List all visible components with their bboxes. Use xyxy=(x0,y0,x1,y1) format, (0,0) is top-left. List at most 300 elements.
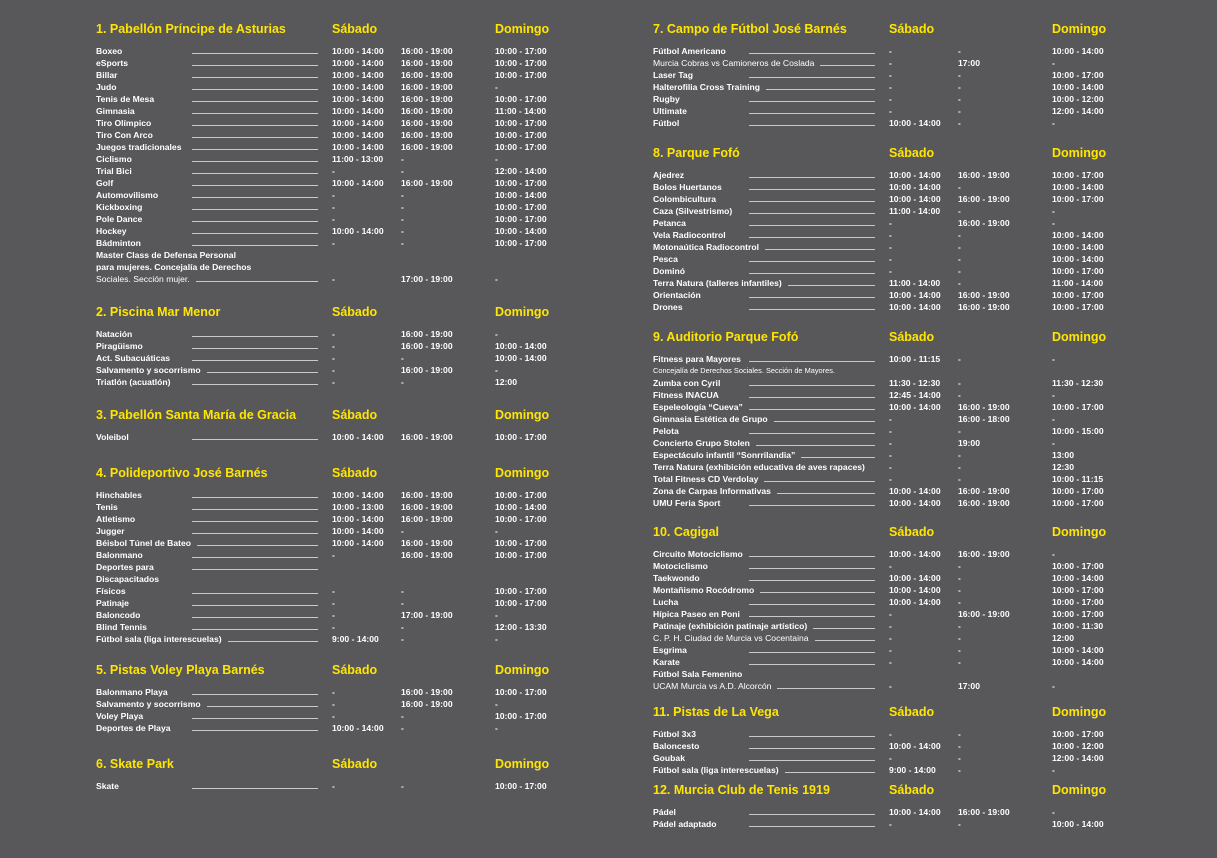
leader-line xyxy=(192,360,318,361)
sunday-time: 10:00 - 17:00 xyxy=(495,70,547,80)
saturday-afternoon-time: 16:00 - 19:00 xyxy=(401,341,453,351)
activity-name: Voleibol xyxy=(96,432,129,442)
saturday-afternoon-time: 16:00 - 19:00 xyxy=(401,142,453,152)
saturday-morning-time: - xyxy=(889,474,892,484)
saturday-morning-time: - xyxy=(332,190,335,200)
saturday-afternoon-time: - xyxy=(401,214,404,224)
schedule-row xyxy=(96,489,566,501)
saturday-morning-time: - xyxy=(889,70,892,80)
saturday-morning-time: 10:00 - 14:00 xyxy=(889,549,941,559)
leader-line xyxy=(815,640,875,641)
saturday-afternoon-time: - xyxy=(958,94,961,104)
activity-name: Piragüismo xyxy=(96,341,143,351)
activity-name: Kickboxing xyxy=(96,202,143,212)
saturday-afternoon-time: 16:00 - 19:00 xyxy=(401,550,453,560)
schedule-row xyxy=(96,513,566,525)
schedule-row xyxy=(653,265,1123,277)
saturday-morning-time: 10:00 - 14:00 xyxy=(332,526,384,536)
sunday-header: Domingo xyxy=(1052,146,1107,160)
activity-name: Montañismo Rocódromo xyxy=(653,585,755,595)
saturday-afternoon-time: - xyxy=(958,206,961,216)
activity-name: Judo xyxy=(96,82,117,92)
leader-line xyxy=(749,433,875,434)
activity-name: Esgrima xyxy=(653,645,687,655)
sunday-header: Domingo xyxy=(495,408,550,422)
activity-name: Fútbol xyxy=(653,118,680,128)
saturday-afternoon-time: - xyxy=(958,597,961,607)
saturday-morning-time: 10:00 - 14:00 xyxy=(332,130,384,140)
sunday-time: 10:00 - 17:00 xyxy=(495,130,547,140)
saturday-afternoon-time: 16:00 - 19:00 xyxy=(401,82,453,92)
saturday-morning-time: - xyxy=(889,426,892,436)
saturday-afternoon-time: 16:00 - 19:00 xyxy=(958,218,1010,228)
sunday-header: Domingo xyxy=(495,663,550,677)
saturday-afternoon-time: - xyxy=(958,242,961,252)
sunday-time: 10:00 - 14:00 xyxy=(1052,230,1104,240)
saturday-afternoon-time: 16:00 - 19:00 xyxy=(401,46,453,56)
schedule-row xyxy=(96,141,566,153)
schedule-row xyxy=(653,818,1123,830)
saturday-afternoon-time: 16:00 - 19:00 xyxy=(401,365,453,375)
schedule-row xyxy=(653,401,1123,413)
saturday-afternoon-time: - xyxy=(958,585,961,595)
saturday-morning-time: 10:00 - 14:00 xyxy=(889,402,941,412)
sunday-time: 10:00 - 17:00 xyxy=(495,711,547,721)
schedule-row xyxy=(96,364,566,376)
saturday-afternoon-time: - xyxy=(401,202,404,212)
activity-name: Fútbol sala (liga interescuelas) xyxy=(96,634,222,644)
saturday-morning-time: - xyxy=(889,94,892,104)
leader-line xyxy=(749,225,875,226)
sunday-time: 10:00 - 14:00 xyxy=(1052,657,1104,667)
activity-name: Circuito Motociclismo xyxy=(653,549,743,559)
activity-name: Concejalía de Derechos Sociales. Sección de Mayores. xyxy=(653,366,835,375)
saturday-header: Sábado xyxy=(889,146,935,160)
schedule-row xyxy=(96,105,566,117)
sunday-time: 10:00 - 17:00 xyxy=(495,202,547,212)
activity-name: Fútbol 3x3 xyxy=(653,729,696,739)
sunday-header: Domingo xyxy=(1052,783,1107,797)
saturday-morning-time: 10:00 - 14:00 xyxy=(889,585,941,595)
sunday-time: 11:00 - 14:00 xyxy=(1052,278,1104,288)
saturday-morning-time: 10:00 - 14:00 xyxy=(332,58,384,68)
saturday-afternoon-time: - xyxy=(958,645,961,655)
leader-line xyxy=(192,221,318,222)
sunday-time: - xyxy=(1052,807,1055,817)
activity-name: Billar xyxy=(96,70,118,80)
saturday-morning-time: - xyxy=(332,238,335,248)
saturday-afternoon-time: 16:00 - 19:00 xyxy=(958,194,1010,204)
schedule-row xyxy=(653,644,1123,656)
saturday-morning-time: 10:00 - 14:00 xyxy=(332,490,384,500)
saturday-afternoon-time: - xyxy=(958,266,961,276)
sunday-time: 10:00 - 17:00 xyxy=(495,781,547,791)
leader-line xyxy=(749,297,875,298)
saturday-morning-time: 10:00 - 14:00 xyxy=(332,82,384,92)
section-title: 4. Polideportivo José Barnés xyxy=(96,466,268,480)
schedule-row xyxy=(96,213,566,225)
activity-name: Rugby xyxy=(653,94,680,104)
activity-name: Bolos Huertanos xyxy=(653,182,722,192)
saturday-morning-time: - xyxy=(889,414,892,424)
sunday-time: 10:00 - 17:00 xyxy=(495,550,547,560)
saturday-afternoon-time: - xyxy=(401,622,404,632)
leader-line xyxy=(749,664,875,665)
sunday-time: 13:00 xyxy=(1052,450,1074,460)
saturday-morning-time: - xyxy=(332,586,335,596)
leader-line xyxy=(749,748,875,749)
saturday-afternoon-time: - xyxy=(401,598,404,608)
saturday-afternoon-time: 16:00 - 19:00 xyxy=(401,130,453,140)
saturday-afternoon-time: - xyxy=(958,633,961,643)
section-title: 6. Skate Park xyxy=(96,757,174,771)
leader-line xyxy=(749,616,875,617)
saturday-morning-time: - xyxy=(889,266,892,276)
sunday-time: 12:00 xyxy=(495,377,517,387)
schedule-row xyxy=(653,740,1123,752)
leader-line xyxy=(192,629,318,630)
leader-line xyxy=(749,101,875,102)
activity-name: Concierto Grupo Stolen xyxy=(653,438,750,448)
activity-name: Salvamento y socorrismo xyxy=(96,699,201,709)
saturday-afternoon-time: - xyxy=(958,474,961,484)
schedule-row xyxy=(653,806,1123,818)
schedule-row xyxy=(96,686,566,698)
schedule-rows xyxy=(96,431,566,443)
activity-name: Pelota xyxy=(653,426,679,436)
saturday-morning-time: 10:00 - 14:00 xyxy=(889,290,941,300)
schedule-row xyxy=(653,69,1123,81)
activity-name: Dominó xyxy=(653,266,685,276)
saturday-morning-time: 11:00 - 14:00 xyxy=(889,206,941,216)
activity-name: Automovilismo xyxy=(96,190,159,200)
schedule-row xyxy=(653,752,1123,764)
leader-line xyxy=(749,397,875,398)
saturday-morning-time: - xyxy=(332,377,335,387)
activity-name: Golf xyxy=(96,178,114,188)
sunday-time: 10:00 - 17:00 xyxy=(1052,402,1104,412)
schedule-row xyxy=(96,352,566,364)
leader-line xyxy=(749,189,875,190)
leader-line xyxy=(197,545,318,546)
leader-line xyxy=(192,65,318,66)
activity-name: Sociales. Sección mujer. xyxy=(96,274,190,284)
saturday-afternoon-time: 16:00 - 19:00 xyxy=(958,609,1010,619)
schedule-row xyxy=(653,668,1123,680)
saturday-morning-time: 10:00 - 14:00 xyxy=(889,498,941,508)
activity-name: Físicos xyxy=(96,586,126,596)
leader-line xyxy=(749,736,875,737)
sunday-time: 10:00 - 14:00 xyxy=(1052,573,1104,583)
sunday-time: - xyxy=(1052,206,1055,216)
sunday-time: 12:00 xyxy=(1052,633,1074,643)
activity-name: Discapacitados xyxy=(96,574,160,584)
schedule-row xyxy=(96,273,566,285)
leader-line xyxy=(760,592,875,593)
schedule-rows xyxy=(653,806,1123,830)
schedule-row xyxy=(653,620,1123,632)
activity-name: Caza (Silvestrismo) xyxy=(653,206,733,216)
saturday-morning-time: - xyxy=(889,633,892,643)
leader-line xyxy=(749,652,875,653)
activity-name: Ciclismo xyxy=(96,154,132,164)
saturday-afternoon-time: 16:00 - 19:00 xyxy=(401,106,453,116)
sunday-time: - xyxy=(1052,549,1055,559)
schedule-row xyxy=(96,249,566,261)
sunday-time: 12:00 - 14:00 xyxy=(495,166,547,176)
leader-line xyxy=(192,694,318,695)
leader-line xyxy=(749,273,875,274)
schedule-row xyxy=(96,93,566,105)
leader-line xyxy=(192,101,318,102)
saturday-morning-time: - xyxy=(332,598,335,608)
saturday-afternoon-time: - xyxy=(958,729,961,739)
activity-name: Goubak xyxy=(653,753,685,763)
activity-name: Natación xyxy=(96,329,133,339)
saturday-morning-time: 10:00 - 14:00 xyxy=(889,573,941,583)
activity-name: Hípica Paseo en Poni xyxy=(653,609,740,619)
section-title: 5. Pistas Voley Playa Barnés xyxy=(96,663,265,677)
saturday-morning-time: 11:00 - 14:00 xyxy=(889,278,941,288)
sunday-time: - xyxy=(1052,438,1055,448)
schedule-row xyxy=(653,425,1123,437)
leader-line xyxy=(192,77,318,78)
saturday-morning-time: 10:00 - 13:00 xyxy=(332,502,384,512)
saturday-morning-time: - xyxy=(889,218,892,228)
leader-line xyxy=(192,617,318,618)
schedule-row xyxy=(96,585,566,597)
activity-name: Terra Natura (exhibición educativa de aves rapaces) xyxy=(653,462,865,472)
saturday-afternoon-time: - xyxy=(958,46,961,56)
leader-line xyxy=(785,772,875,773)
saturday-morning-time: - xyxy=(889,657,892,667)
saturday-morning-time: - xyxy=(889,230,892,240)
saturday-morning-time: - xyxy=(889,242,892,252)
leader-line xyxy=(192,497,318,498)
leader-line xyxy=(192,557,318,558)
schedule-row xyxy=(653,584,1123,596)
saturday-afternoon-time: 16:00 - 19:00 xyxy=(401,699,453,709)
saturday-afternoon-time: - xyxy=(958,426,961,436)
sunday-time: - xyxy=(495,154,498,164)
saturday-afternoon-time: - xyxy=(958,561,961,571)
sunday-time: 10:00 - 17:00 xyxy=(495,46,547,56)
saturday-header: Sábado xyxy=(889,22,935,36)
saturday-morning-time: - xyxy=(332,274,335,284)
saturday-morning-time: - xyxy=(332,699,335,709)
schedule-row xyxy=(653,473,1123,485)
leader-line xyxy=(749,814,875,815)
activity-name: Drones xyxy=(653,302,683,312)
activity-name: Tenis xyxy=(96,502,118,512)
saturday-morning-time: 10:00 - 14:00 xyxy=(332,514,384,524)
schedule-row xyxy=(653,656,1123,668)
activity-name: Espeleología “Cueva” xyxy=(653,402,743,412)
activity-name: Bádminton xyxy=(96,238,141,248)
saturday-header: Sábado xyxy=(332,305,378,319)
sunday-time: - xyxy=(495,610,498,620)
schedule-row xyxy=(96,225,566,237)
leader-line xyxy=(749,261,875,262)
saturday-afternoon-time: 17:00 xyxy=(958,58,980,68)
leader-line xyxy=(192,173,318,174)
activity-name: UMU Feria Sport xyxy=(653,498,721,508)
schedule-row xyxy=(653,241,1123,253)
schedule-rows xyxy=(653,45,1123,129)
leader-line xyxy=(764,481,875,482)
saturday-afternoon-time: - xyxy=(958,278,961,288)
schedule-row xyxy=(653,596,1123,608)
leader-line xyxy=(749,77,875,78)
saturday-afternoon-time: 16:00 - 19:00 xyxy=(401,58,453,68)
saturday-morning-time: - xyxy=(332,781,335,791)
saturday-morning-time: - xyxy=(332,166,335,176)
schedule-row xyxy=(653,45,1123,57)
schedule-row xyxy=(96,501,566,513)
sunday-time: 10:00 - 14:00 xyxy=(1052,82,1104,92)
saturday-morning-time: 10:00 - 14:00 xyxy=(332,226,384,236)
saturday-afternoon-time: - xyxy=(958,765,961,775)
activity-name: Béisbol Túnel de Bateo xyxy=(96,538,192,548)
schedule-row xyxy=(653,253,1123,265)
sunday-time: - xyxy=(495,526,498,536)
activity-name: Motonaútica Radiocontrol xyxy=(653,242,759,252)
sunday-time: 10:00 - 15:00 xyxy=(1052,426,1104,436)
saturday-morning-time: - xyxy=(332,711,335,721)
activity-name: Murcia Cobras vs Camioneros de Coslada xyxy=(653,58,815,68)
activity-name: Ajedrez xyxy=(653,170,685,180)
saturday-morning-time: 10:00 - 14:00 xyxy=(332,142,384,152)
leader-line xyxy=(192,593,318,594)
leader-line xyxy=(192,788,318,789)
sunday-time: 10:00 - 17:00 xyxy=(495,178,547,188)
activity-name: Boxeo xyxy=(96,46,123,56)
leader-line xyxy=(192,730,318,731)
saturday-afternoon-time: 16:00 - 18:00 xyxy=(958,414,1010,424)
schedule-row xyxy=(653,548,1123,560)
schedule-row xyxy=(96,261,566,273)
saturday-morning-time: - xyxy=(889,681,892,691)
activity-name: Atletismo xyxy=(96,514,136,524)
schedule-row xyxy=(96,780,566,792)
sunday-time: 10:00 - 17:00 xyxy=(495,118,547,128)
leader-line xyxy=(813,628,875,629)
schedule-row xyxy=(96,237,566,249)
sunday-time: 10:00 - 17:00 xyxy=(1052,170,1104,180)
schedule-row xyxy=(653,277,1123,289)
schedule-row xyxy=(653,560,1123,572)
saturday-morning-time: - xyxy=(332,353,335,363)
saturday-afternoon-time: - xyxy=(958,378,961,388)
leader-line xyxy=(192,605,318,606)
saturday-afternoon-time: - xyxy=(401,353,404,363)
activity-name: UCAM Murcia vs A.D. Alcorcón xyxy=(653,681,772,691)
leader-line xyxy=(192,185,318,186)
schedule-row xyxy=(96,81,566,93)
sunday-time: 10:00 - 17:00 xyxy=(1052,70,1104,80)
sunday-time: - xyxy=(495,329,498,339)
sunday-time: 10:00 - 17:00 xyxy=(1052,266,1104,276)
saturday-afternoon-time: - xyxy=(958,462,961,472)
saturday-morning-time: 10:00 - 14:00 xyxy=(889,597,941,607)
sunday-time: 11:00 - 14:00 xyxy=(495,106,547,116)
schedule-row xyxy=(96,376,566,388)
saturday-afternoon-time: - xyxy=(401,377,404,387)
schedule-row xyxy=(96,621,566,633)
saturday-afternoon-time: - xyxy=(958,573,961,583)
schedule-row xyxy=(96,549,566,561)
schedule-row xyxy=(653,81,1123,93)
saturday-morning-time: - xyxy=(332,622,335,632)
saturday-morning-time: - xyxy=(889,46,892,56)
sunday-time: 10:00 - 17:00 xyxy=(1052,290,1104,300)
leader-line xyxy=(820,65,875,66)
activity-name: Patinaje xyxy=(96,598,129,608)
saturday-morning-time: - xyxy=(889,609,892,619)
activity-name: Skate xyxy=(96,781,119,791)
leader-line xyxy=(192,439,318,440)
activity-name: Halterofilia Cross Training xyxy=(653,82,760,92)
leader-line xyxy=(749,409,875,410)
leader-line xyxy=(749,760,875,761)
saturday-afternoon-time: 17:00 xyxy=(958,681,980,691)
activity-name: Fútbol Sala Femenino xyxy=(653,669,743,679)
saturday-morning-time: - xyxy=(889,561,892,571)
schedule-row xyxy=(96,153,566,165)
schedule-row xyxy=(96,165,566,177)
leader-line xyxy=(749,237,875,238)
activity-name: Balonmano xyxy=(96,550,143,560)
sunday-time: 10:00 - 17:00 xyxy=(1052,609,1104,619)
schedule-rows xyxy=(653,548,1123,692)
saturday-morning-time: 10:00 - 14:00 xyxy=(889,170,941,180)
schedule-row xyxy=(653,437,1123,449)
sunday-time: 10:00 - 11:30 xyxy=(1052,621,1104,631)
schedule-row xyxy=(653,365,1123,377)
schedule-row xyxy=(96,561,566,573)
schedule-rows xyxy=(96,328,566,388)
schedule-row xyxy=(653,353,1123,365)
sunday-time: 10:00 - 14:00 xyxy=(1052,182,1104,192)
schedule-row xyxy=(96,129,566,141)
sunday-time: 10:00 - 17:00 xyxy=(495,490,547,500)
saturday-morning-time: - xyxy=(332,365,335,375)
schedule-row xyxy=(653,764,1123,776)
leader-line xyxy=(192,245,318,246)
sunday-time: 10:00 - 17:00 xyxy=(495,58,547,68)
activity-name: Terra Natura (talleres infantiles) xyxy=(653,278,782,288)
saturday-afternoon-time: 16:00 - 19:00 xyxy=(401,70,453,80)
activity-name: Patinaje (exhibición patinaje artístico) xyxy=(653,621,808,631)
saturday-morning-time: - xyxy=(889,753,892,763)
activity-name: Fútbol sala (liga interescuelas) xyxy=(653,765,779,775)
section-title: 7. Campo de Fútbol José Barnés xyxy=(653,22,847,36)
sunday-time: 10:00 - 17:00 xyxy=(1052,486,1104,496)
saturday-afternoon-time: 16:00 - 19:00 xyxy=(401,687,453,697)
activity-name: Zumba con Cyril xyxy=(653,378,721,388)
sunday-time: 10:00 - 17:00 xyxy=(495,598,547,608)
leader-line xyxy=(192,89,318,90)
activity-name: Baloncodo xyxy=(96,610,141,620)
saturday-morning-time: - xyxy=(332,341,335,351)
schedule-row xyxy=(653,413,1123,425)
schedule-row xyxy=(653,632,1123,644)
saturday-morning-time: 10:00 - 14:00 xyxy=(332,118,384,128)
activity-name: Gimnasia xyxy=(96,106,135,116)
sunday-time: 10:00 - 17:00 xyxy=(495,538,547,548)
sunday-time: - xyxy=(1052,681,1055,691)
saturday-morning-time: - xyxy=(332,214,335,224)
